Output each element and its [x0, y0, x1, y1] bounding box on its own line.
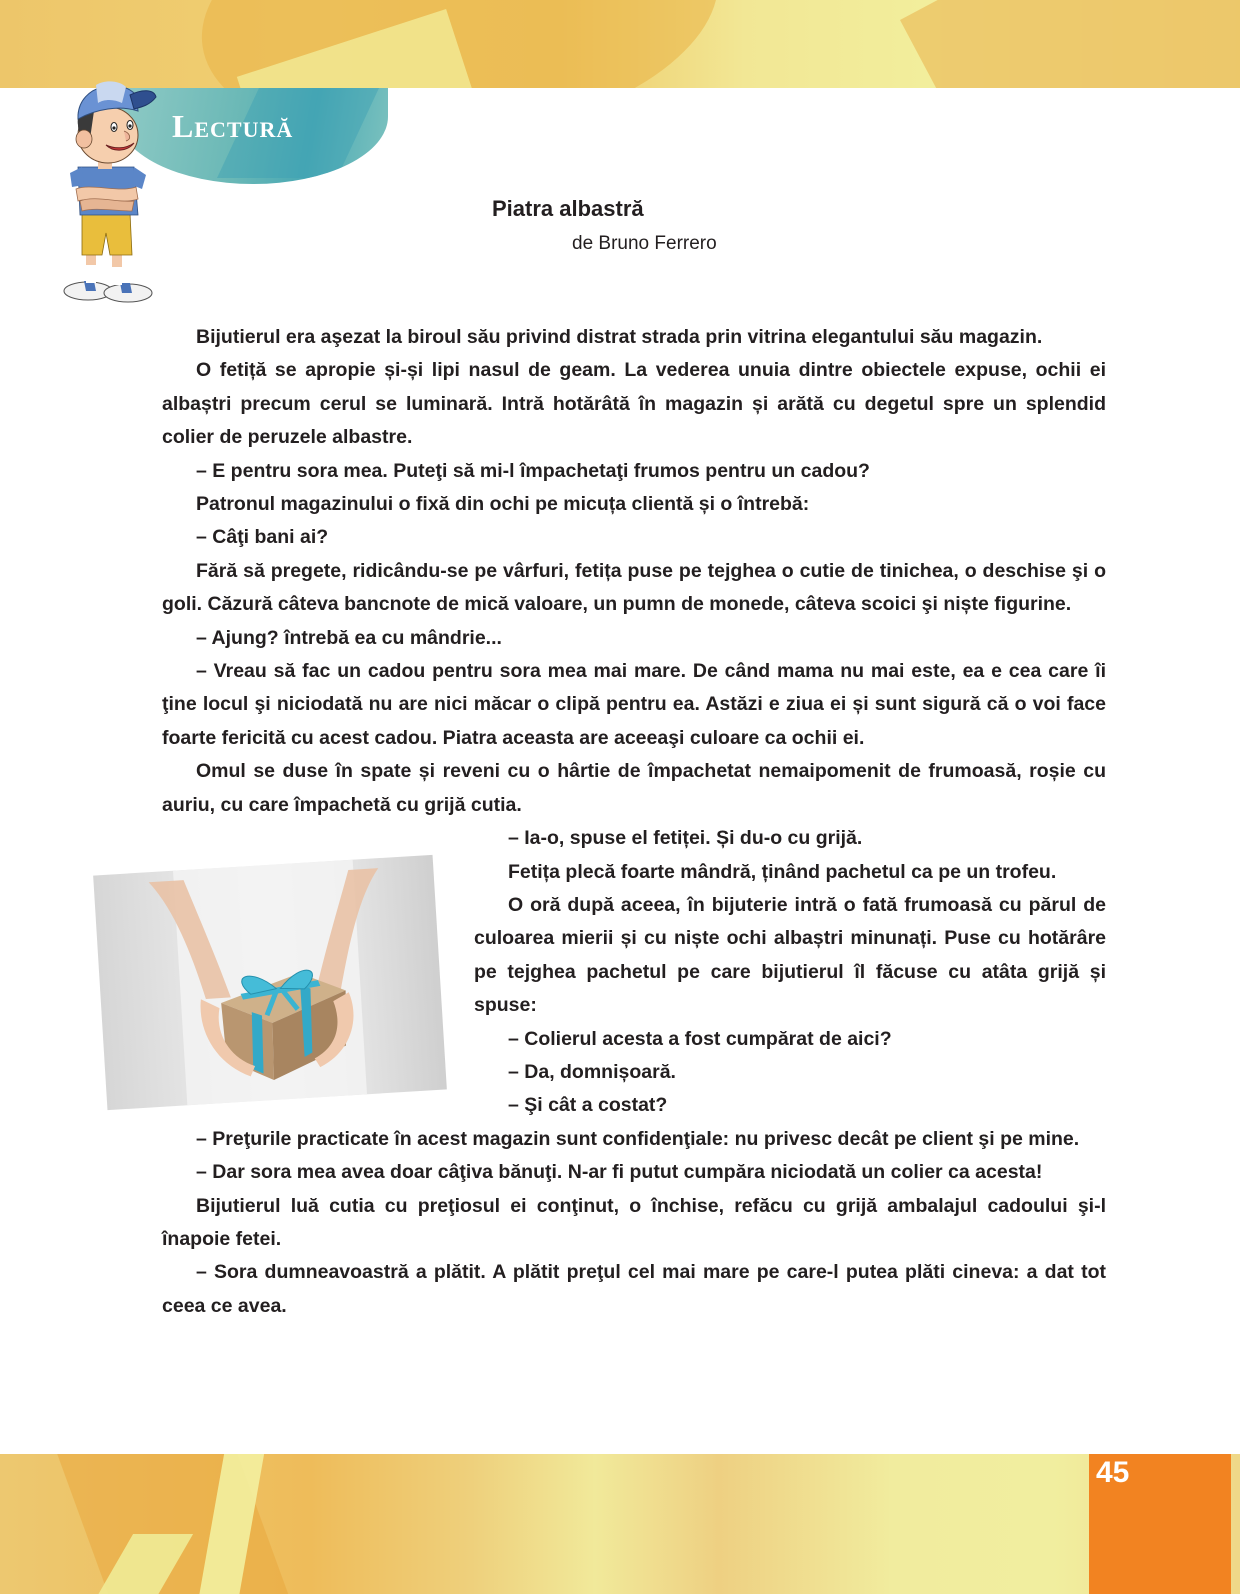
header-decorative-band: [0, 0, 1240, 88]
footer-shape: [43, 1454, 318, 1594]
story-paragraph: – Colierul acesta a fost cumpărat de aici?: [508, 1027, 892, 1050]
story-paragraph: – Sora dumneavoastră a plătit. A plătit preţul cel mai mare pe care-l putea plăti cineva: a dat tot ceea ce avea.: [162, 1261, 1106, 1317]
section-title: Lectură: [172, 108, 294, 144]
story-paragraph: – Ajung? întrebă ea cu mândrie...: [196, 626, 502, 649]
story-paragraph: Bijutierul luă cutia cu preţiosul ei conţinut, o închise, refăcu cu grijă ambalajul cadoului şi-l înapoie fetei.: [162, 1194, 1106, 1250]
story-paragraph: Fără să pregete, ridicându-se pe vârfuri, fetița puse pe tejghea o cutie de tinichea, o deschise şi o goli. Căzură câteva bancnote de mică valoare, un pumn de monede, câteva scoici şi niște figurine.: [162, 559, 1106, 616]
page-number: 45: [1096, 1456, 1130, 1489]
story-body: [162, 321, 1106, 1323]
story-paragraph: – Şi cât a costat?: [508, 1094, 668, 1117]
header-shape: [900, 0, 1240, 88]
story-paragraph: Fetița plecă foarte mândră, ținând pachetul ca pe un trofeu.: [508, 860, 1057, 883]
story-author: de Bruno Ferrero: [572, 233, 717, 254]
story-paragraph: – Dar sora mea avea doar câţiva bănuţi. N-ar fi putut cumpăra niciodată un colier ca acesta!: [196, 1161, 1043, 1184]
story-paragraph: – Câţi bani ai?: [196, 526, 329, 549]
story-paragraph: – E pentru sora mea. Puteţi să mi-l împachetaţi frumos pentru un cadou?: [196, 459, 870, 482]
story-paragraph: Patronul magazinului o fixă din ochi pe micuța clientă și o întrebă:: [196, 493, 810, 516]
footer-decorative-band: [0, 1454, 1240, 1594]
story-paragraph: – Da, domnișoară.: [508, 1060, 676, 1083]
boy-mascot-icon: [50, 55, 160, 305]
gift-photo: [93, 855, 447, 1110]
story-paragraph: – Ia-o, spuse el fetiței. Și du-o cu grijă.: [508, 827, 863, 850]
story-paragraph: – Vreau să fac un cadou pentru sora mea mai mare. De când mama nu mai este, ea e cea care îi ţine locul şi niciodată nu are nici măcar o clipă pentru ea. Astăzi e ziua ei și sunt sigură că o voi face foarte fericită cu acest cadou. Piatra aceasta are aceeaşi culoare ca ochii ei.: [162, 660, 1106, 749]
story-paragraph: Omul se duse în spate și reveni cu o hârtie de împachetat nemaipomenit de frumoasă, roșie cu auriu, cu care împachetă cu grijă cutia.: [162, 760, 1106, 816]
story-title: Piatra albastră: [492, 196, 644, 221]
gift-box-icon: [93, 855, 447, 1110]
story-paragraph: – Preţurile practicate în acest magazin sunt confidenţiale: nu privesc decât pe client şi pe mine.: [196, 1127, 1080, 1150]
story-paragraph: Bijutierul era aşezat la biroul său privind distrat strada prin vitrina elegantului său magazin.: [196, 326, 1043, 348]
story-paragraph: O oră după aceea, în bijuterie intră o fată frumoasă cu părul de culoarea mierii și cu niște ochi albaștri minunați. Puse cu hotărâre pe tejghea pachetul pe care bijutierul îl făcuse cu atâta grijă și spuse:: [474, 893, 1106, 1017]
story-paragraph: O fetiță se apropie și-și lipi nasul de geam. La vederea unuia dintre obiectele expuse, ochii ei albaștri precum cerul se luminară. Intră hotărâtă în magazin și arătă cu degetul spre un splendid colier de peruzele albastre.: [162, 359, 1106, 449]
